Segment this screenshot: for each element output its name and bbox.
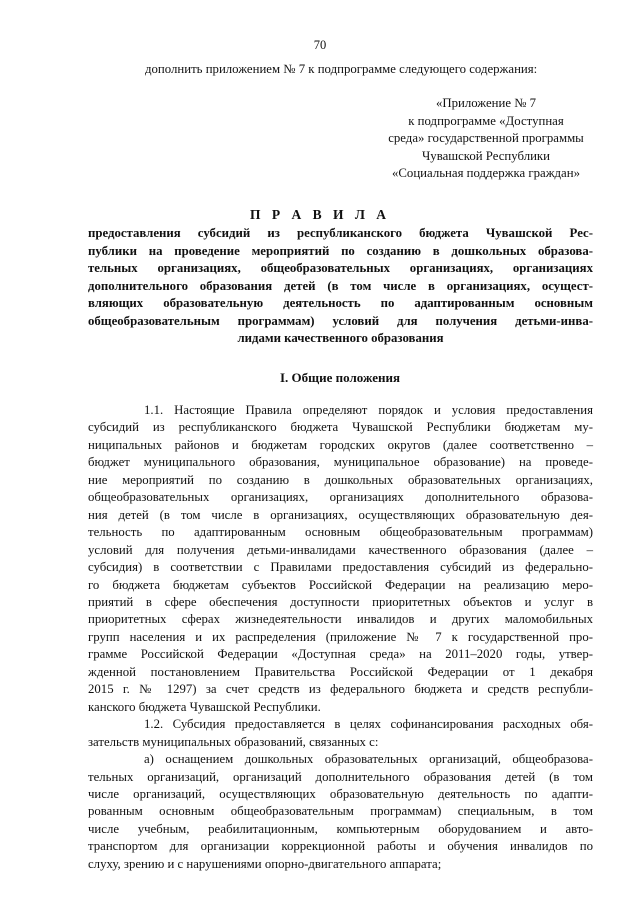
text-line: тельных организаций, организаций дополнительного образования детей (в том (88, 769, 593, 784)
appendix-line: «Социальная поддержка граждан» (392, 166, 580, 180)
text-line: канского бюджета Чувашской Республики. (88, 699, 321, 714)
text-line: грамме Российской Федерации «Доступная среда» на 2011–2020 годы, утвер- (88, 647, 593, 662)
appendix-line: среда» государственной программы (388, 131, 584, 145)
paragraph-1-2 (88, 716, 593, 751)
paragraph-a (88, 751, 593, 873)
page-number: 70 (313, 38, 327, 52)
rules-subtitle (88, 225, 593, 348)
text-line: ние мероприятий по созданию в дошкольных образовательных организациях, (88, 472, 593, 487)
appendix-line: Чувашской Республики (421, 148, 550, 163)
text-line: 1.1. Настоящие Правила определяют порядок и условия предоставления (144, 403, 593, 417)
text-line: условий для получения детьми-инвалидами качественного образования (далее – (88, 542, 593, 557)
text-line: а) оснащением дошкольных образовательных организаций, общеобразова- (144, 752, 593, 767)
text-line: приятий в сфере обеспечения доступности приоритетных объектов и услуг в (88, 594, 593, 609)
subtitle-line: вляющих образовательную деятельность по адаптированным основным (88, 296, 593, 310)
subtitle-line: лидами качественного образования (237, 331, 444, 345)
subtitle-line: предоставления субсидий из республиканского бюджета Чувашской Рес- (88, 226, 593, 240)
section-heading: I. Общие положения (280, 370, 400, 385)
subtitle-line: тельных организациях, общеобразовательных организациях, организациях (88, 261, 593, 275)
text-line: субсидия) в соответствии с Правилами предоставления субсидий из федерально- (88, 560, 593, 575)
paragraph-1-1 (88, 402, 593, 716)
text-line: ниципальных районов и бюджетам городских округов (далее соответственно – (88, 437, 593, 452)
text-line: 2015 г. № 1297) за счет средств из федерального бюджета и средств республи- (88, 682, 593, 697)
subtitle-line: публики на проведение мероприятий по созданию в дошкольных образова- (88, 243, 593, 258)
text-line: 1.2. Субсидия предоставляется в целях софинансирования расходных обя- (144, 717, 593, 732)
rules-title: П Р А В И Л А (249, 207, 391, 222)
text-line: слуху, зрению и с нарушениями опорно-двигательного аппарата; (88, 856, 442, 871)
text-line: го бюджета бюджетам субъектов Российской Федерации на реализацию меро- (88, 577, 593, 592)
appendix-header (383, 95, 589, 183)
appendix-line: к подпрограмме «Доступная (408, 113, 564, 128)
text-line: жденной постановлением Правительства Российской Федерации от 1 декабря (88, 664, 593, 679)
text-line: числе учебным, реабилитационным, компьютерным оборудованием и авто- (88, 821, 593, 836)
subtitle-line: дополнительного образования детей (в том числе в организациях, осущест- (88, 278, 593, 293)
text-line: транспортом для организации коррекционной работы и обучения инвалидов по (88, 839, 593, 854)
text-line: ния детей (в том числе в организациях, осуществляющих образовательную дея- (88, 507, 593, 522)
text-line: зательств муниципальных образований, связанных с: (88, 734, 379, 749)
text-line: субсидий из республиканского бюджета Чувашской Республики бюджетам му- (88, 420, 593, 435)
text-line: рованным основным общеобразовательным программам) специальным, в том (88, 804, 593, 819)
text-line: приоритетных сферах жизнедеятельности инвалидов и других маломобильных (88, 612, 593, 627)
text-line: бюджет муниципального образования, муниципальное образование) на проведе- (88, 455, 593, 470)
text-line: числе организаций, осуществляющих образовательную деятельность по адапти- (88, 786, 593, 801)
text-line: тельность по адаптированным основным общеобразовательным программам) (88, 525, 593, 540)
text-line: групп населения и их распределения (приложение № 7 к государственной про- (88, 629, 593, 644)
body-text (88, 402, 593, 873)
subtitle-line: общеобразовательным программам) условий для получения детьми-инва- (88, 313, 593, 328)
appendix-line: «Приложение № 7 (435, 96, 537, 110)
intro-line: дополнить приложением № 7 к подпрограмме следующего содержания: (145, 62, 538, 76)
text-line: общеобразовательных организациях, организациях дополнительного образова- (88, 490, 593, 505)
